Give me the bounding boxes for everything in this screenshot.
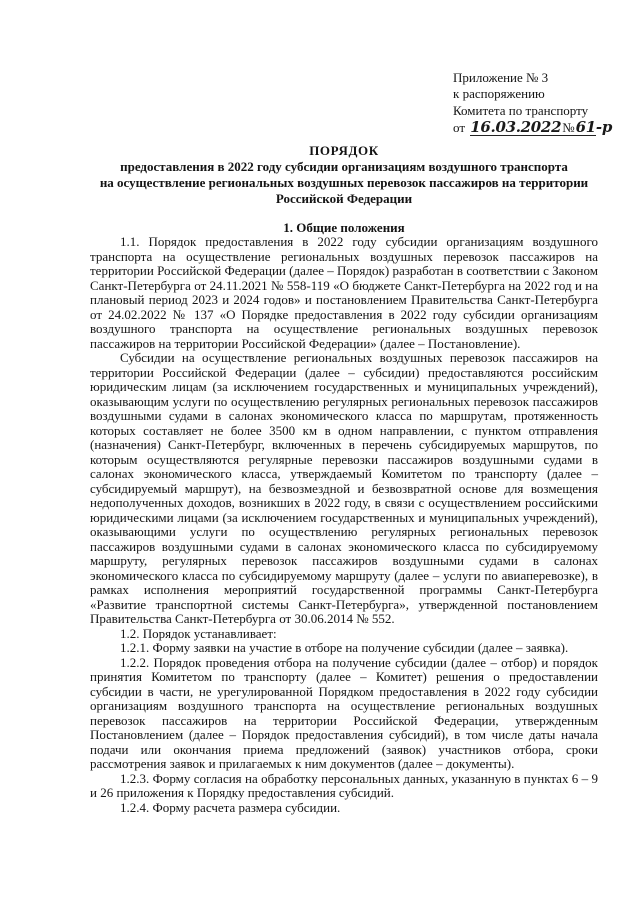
- title-subtitle-line: на осуществление региональных воздушных перевозок пассажиров на территории: [99, 175, 589, 190]
- section-body: [90, 235, 598, 815]
- title-subtitle-line: предоставления в 2022 году субсидии организациям воздушного транспорта: [120, 159, 568, 174]
- appendix-committee: Комитета по транспорту: [453, 102, 589, 118]
- paragraph-subsidies: Субсидии на осуществление региональных воздушных перевозок пассажиров на территории Российской Федерации (далее – субсидии) предоставляются российским юридическим лицам (за исключением государственных и муниципальных учреждений), оказывающим услуги по осуществлению регулярных региональных перевозок пассажиров воздушными судами в салонах экономического класса по маршрутам, протяженность которых составляет не более 3500 км в одном направлении, с пунктом отправления (назначения) Санкт-Петербург, включенных в перечень субсидируемых маршрутов, по которым осуществляются регулярные перевозки пассажиров воздушными судами в салонах экономического класса, утверждаемый Комитетом по транспорту (далее – субсидируемый маршрут), на безвозмездной и безвозвратной основе для возмещения недополученных доходов, возникших в 2022 году, в связи с осуществлением российскими юридическими лицами (за исключением государственных и муниципальных учреждений), оказывающими услуги по осуществлению регулярных региональных перевозок пассажиров воздушными судами в салонах экономического класса по субсидируемому маршруту, регулярных перевозок пассажиров воздушными судами в салонах экономического класса по субсидируемому маршруту (далее – услуги по авиаперевозке), в рамках исполнения мероприятий государственной программы Санкт-Петербурга «Развитие транспортной системы Санкт-Петербурга», утвержденной постановлением Правительства Санкт-Петербурга от 30.06.2014 № 552.: [90, 350, 598, 626]
- paragraph-1-2-4: 1.2.4. Форму расчета размера субсидии.: [120, 799, 341, 815]
- appendix-reference: к распоряжению: [453, 86, 545, 102]
- date-prefix: от: [453, 119, 466, 135]
- paragraph-1-2-1: 1.2.1. Форму заявки на участие в отборе на получение субсидии (далее – заявка).: [120, 640, 569, 655]
- appendix-date-line: [453, 117, 628, 136]
- number-sign: №: [562, 119, 575, 135]
- title-heading: ПОРЯДОК: [309, 143, 379, 158]
- paragraph-1-2-2: 1.2.2. Порядок проведения отбора на получение субсидии (далее – отбор) и порядок принятия Комитетом по транспорту (далее – Комитет) решения о предоставлении субсидии в части, не урегулированной Порядком предоставления в 2022 году субсидии организациям воздушного транспорта на осуществление региональных воздушных перевозок пассажиров на территории Российской Федерации, утвержденным Постановлением (далее – Порядок предоставления субсидий), в том числе даты начала подачи или окончания приема предложений (заявок) участников отбора, сроки рассмотрения заявок и прилагаемых к ним документов (далее – документы).: [90, 654, 598, 771]
- handwritten-number: 61-р: [575, 117, 613, 136]
- paragraph-1-1: 1.1. Порядок предоставления в 2022 году субсидии организациям воздушного транспорта на осуществление региональных воздушных перевозок пассажиров на территории Российской Федерации (далее – Порядок) разработан в соответствии с Законом Санкт-Петербурга от 24.11.2021 № 558-119 «О бюджете Санкт-Петербурга на 2022 год и на плановый период 2023 и 2024 годов» и постановлением Правительства Санкт-Петербурга от 24.02.2022 № 137 «О Порядке предоставления в 2022 году субсидии организациям воздушного транспорта на осуществление региональных воздушных перевозок пассажиров на территории Российской Федерации» (далее – Постановление).: [90, 234, 598, 351]
- document-content: [90, 143, 598, 815]
- section-heading: 1. Общие положения: [283, 220, 405, 235]
- handwritten-field: [470, 117, 613, 136]
- paragraph-1-2-3: 1.2.3. Форму согласия на обработку персональных данных, указанную в пунктах 6 – 9 и 26 приложения к Порядку предоставления субсидий.: [90, 770, 598, 800]
- appendix-number: Приложение № 3: [453, 70, 549, 85]
- title-subtitle-line: Российской Федерации: [275, 191, 413, 206]
- paragraph-1-2: 1.2. Порядок устанавливает:: [120, 625, 277, 641]
- appendix-block: [453, 70, 628, 136]
- handwritten-date: 16.03.2022: [470, 117, 562, 136]
- document-title: [90, 143, 598, 207]
